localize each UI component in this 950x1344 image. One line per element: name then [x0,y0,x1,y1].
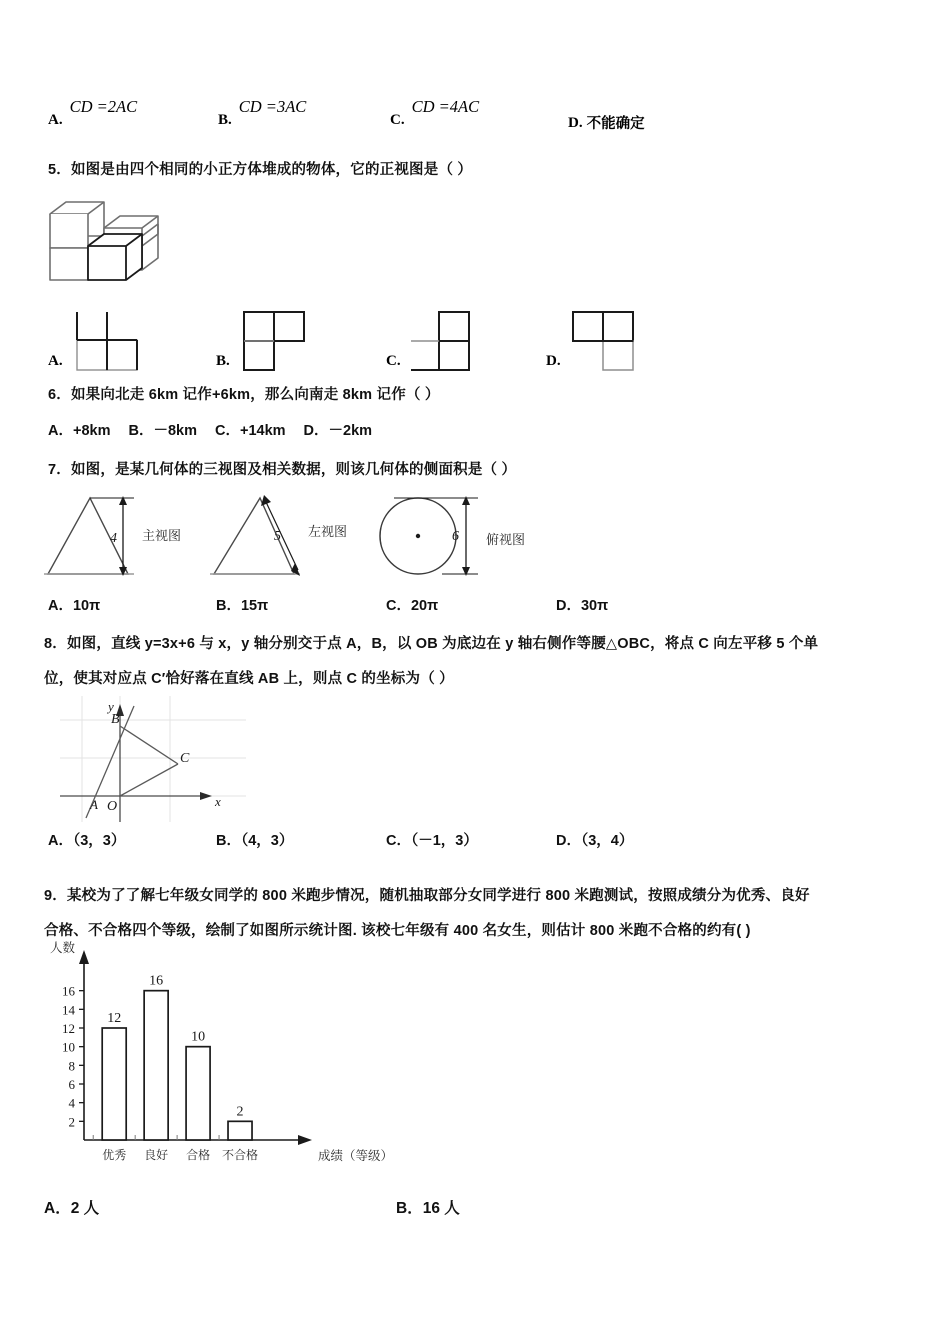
q5-option-a-shape [69,310,143,372]
q8-option-b-label: B． [216,833,241,849]
q7-option-b-label: B． [216,598,241,614]
y-axis-title: 人数 [50,941,76,955]
q4-option-a-value: CD =2AC [69,97,138,116]
q8-option-c-value: （－1，3） [410,833,478,849]
q8-option-d[interactable] [556,829,633,850]
y-tick-label: 14 [62,1002,75,1018]
q5-option-d-shape [567,310,641,372]
point-c-label: C [180,751,190,766]
q6-option-a[interactable] [48,419,110,440]
q6-option-d-label: D． [303,423,329,439]
q7-option-d-value: 30π [580,598,609,614]
point-b-label: B [111,712,120,727]
point-a-label: A [90,797,98,812]
q6-option-b-label: B． [128,423,154,439]
side-view-dimension-text: 5 [274,529,281,544]
q4-option-b-value: CD =3AC [238,97,307,116]
q7-option-d[interactable] [556,594,608,615]
x-tick-label: 不合格 [222,1148,259,1162]
q7-option-c[interactable] [386,594,438,615]
q5-option-c[interactable] [386,310,485,372]
q7-figure-three-views [42,492,582,590]
x-axis-label: x [215,794,221,809]
q8-option-b-value: （4，3） [240,833,294,849]
front-view-label: 主视图 [142,528,182,543]
q6-options-row [48,419,390,440]
q6-option-c-value: +14km [239,423,286,439]
q4-options-row [48,92,908,142]
q5-option-c-label: C. [386,353,401,369]
q9-stem-line2: 合格、不合格四个等级，绘制了如图所示统计图. 该校七年级有 400 名女生，则估计 800 米跑不合格的约有( ) [44,923,751,939]
q4-option-d[interactable] [568,112,645,133]
q8-option-c[interactable] [386,829,478,850]
q7-option-c-value: 20π [410,598,439,614]
bar [228,1121,252,1140]
front-view-triangle [44,496,134,576]
q9-bar-chart [40,941,394,1178]
q5-options-row [48,288,928,369]
q7-option-b-value: 15π [240,598,269,614]
top-view-circle [380,496,478,576]
q9-option-a-label: A． [44,1200,71,1217]
x-tick-label: 优秀 [102,1148,127,1162]
q7-option-a-value: 10π [72,598,101,614]
q9-option-b[interactable] [396,1196,460,1218]
q8-option-b[interactable] [216,829,293,850]
q5-option-a[interactable] [48,310,143,372]
q8-option-a-value: （3，3） [72,833,126,849]
q8-option-d-label: D． [556,833,581,849]
y-tick-label: 10 [62,1039,75,1055]
y-tick-label: 4 [68,1095,75,1111]
y-axis-label: y [108,699,114,714]
q5-option-a-label: A. [48,353,63,369]
q5-option-b-label: B. [216,353,230,369]
q4-option-b-label: B. [218,112,232,128]
segment-co [120,764,178,796]
q7-option-d-label: D． [556,598,581,614]
top-view-label: 俯视图 [486,532,526,547]
q8-option-c-label: C． [386,833,411,849]
q4-option-a-label: A. [48,112,63,128]
q4-option-c[interactable] [390,97,480,130]
q6-option-b[interactable] [128,419,197,440]
bar-value-label: 2 [236,1104,244,1120]
q9-stem-line1: 9．某校为了了解七年级女同学的 800 米跑步情况，随机抽取部分女同学进行 800 米跑测试，按照成绩分为优秀、良好 [44,888,810,904]
q9-option-a-value: 2 人 [70,1200,100,1217]
q8-option-d-value: （3，4） [580,833,634,849]
x-tick-label: 合格 [186,1148,211,1162]
q4-option-d-value: 不能确定 [586,116,645,132]
y-tick-label: 6 [68,1077,75,1092]
q6-option-a-value: +8km [72,423,111,439]
top-view-dimension-text: 6 [452,529,459,544]
q9-option-a[interactable] [44,1196,99,1218]
q5-option-d[interactable] [546,310,641,372]
q5-option-c-shape [407,310,485,372]
bar [102,1028,126,1140]
side-view-label: 左视图 [308,524,348,539]
q5-stem: 5．如图是由四个相同的小正方体堆成的物体，它的正视图是（ ） [48,162,473,178]
q7-option-b[interactable] [216,594,268,615]
bar [186,1047,210,1140]
y-tick-label: 8 [68,1058,75,1074]
q8-stem-line2: 位，使其对应点 C′恰好落在直线 AB 上，则点 C 的坐标为（ ） [44,671,454,687]
q5-option-b[interactable] [216,310,310,372]
q7-option-a-label: A． [48,598,73,614]
q7-option-a[interactable] [48,594,100,615]
q4-option-a[interactable] [48,97,138,130]
q5-option-b-shape [236,310,310,372]
q4-option-c-value: CD =4AC [411,97,480,116]
q6-option-c-label: C． [215,423,240,439]
front-view-dimension-text: 4 [110,531,117,546]
q6-option-b-value: －8km [153,423,197,439]
q6-stem: 6．如果向北走 6km 记作+6km，那么向南走 8km 记作（ ） [48,387,440,403]
q6-option-a-label: A． [48,423,73,439]
q6-option-c[interactable] [215,419,286,440]
q8-option-a-label: A． [48,833,73,849]
q9-option-b-value: 16 人 [422,1200,460,1217]
x-tick-label: 良好 [144,1148,169,1162]
q4-option-d-label: D. [568,115,583,131]
q8-stem-line1: 8．如图，直线 y=3x+6 与 x，y 轴分别交于点 A，B，以 OB 为底边在 y 轴右侧作等腰△OBC，将点 C 向左平移 5 个单 [44,636,819,652]
y-tick-label: 12 [62,1021,75,1036]
q6-option-d[interactable] [304,419,373,440]
q8-figure-coordinate-plane [60,696,246,822]
q8-option-a[interactable] [48,829,125,850]
y-tick-label: 16 [62,983,75,999]
bar-value-label: 16 [149,973,164,989]
bar [144,991,168,1140]
q6-option-d-value: －2km [328,423,373,439]
q5-option-d-label: D. [546,353,561,369]
bar-value-label: 10 [191,1029,206,1045]
side-view-triangle [210,495,300,576]
bar-value-label: 12 [107,1011,122,1026]
q5-figure-four-cube-solid [44,188,204,280]
x-axis-title: 成绩（等级） [318,1149,394,1163]
q4-option-c-label: C. [390,112,405,128]
origin-label: O [107,799,118,814]
q4-option-b[interactable] [218,97,307,130]
q7-stem: 7．如图，是某几何体的三视图及相关数据，则该几何体的侧面积是（ ） [48,462,517,478]
y-tick-label: 2 [68,1114,75,1130]
q9-option-b-label: B． [396,1200,423,1217]
q7-option-c-label: C． [386,598,411,614]
